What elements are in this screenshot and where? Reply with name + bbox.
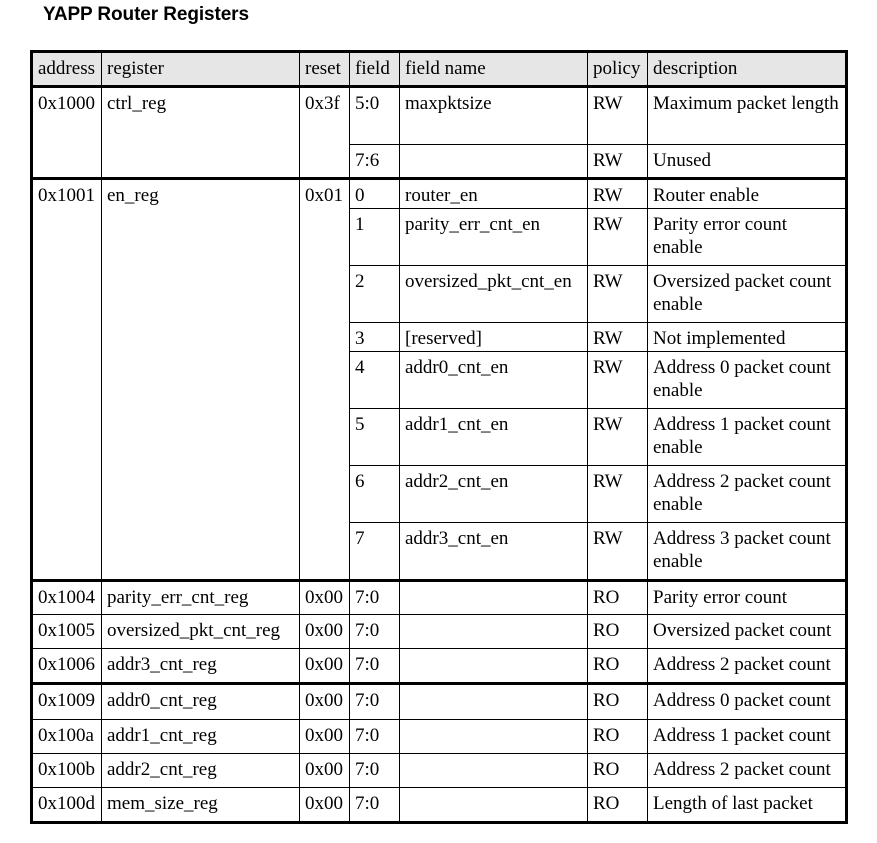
table-row — [32, 87, 847, 145]
policy-cell: RW — [588, 87, 648, 145]
policy-cell: RO — [588, 720, 648, 754]
register-cell: addr1_cnt_reg — [102, 720, 300, 754]
register-cell: parity_err_cnt_reg — [102, 581, 300, 615]
field-cell: 7:0 — [350, 720, 400, 754]
field-name-cell: router_en — [400, 179, 588, 209]
policy-cell: RO — [588, 788, 648, 823]
field-name-cell — [400, 581, 588, 615]
description-cell: Address 2 packet count — [648, 649, 847, 684]
page-title: YAPP Router Registers — [43, 4, 249, 25]
field-cell: 1 — [350, 209, 400, 266]
register-cell: addr0_cnt_reg — [102, 684, 300, 720]
field-cell: 7:0 — [350, 684, 400, 720]
table-row — [32, 615, 847, 649]
policy-cell: RO — [588, 754, 648, 788]
reset-cell: 0x00 — [300, 754, 350, 788]
register-cell: addr2_cnt_reg — [102, 754, 300, 788]
policy-cell: RO — [588, 581, 648, 615]
description-cell: Address 0 packet count enable — [648, 352, 847, 409]
description-cell: Parity error count enable — [648, 209, 847, 266]
address-cell: 0x100a — [32, 720, 102, 754]
description-cell: Not implemented — [648, 323, 847, 352]
table-header-row — [32, 52, 847, 87]
field-cell: 3 — [350, 323, 400, 352]
field-name-cell: maxpktsize — [400, 87, 588, 145]
field-cell: 5 — [350, 409, 400, 466]
field-cell: 7:6 — [350, 145, 400, 179]
field-name-cell — [400, 615, 588, 649]
policy-cell: RW — [588, 466, 648, 523]
header-reset: reset — [300, 52, 350, 87]
reset-cell: 0x00 — [300, 684, 350, 720]
register-cell: en_reg — [102, 179, 300, 581]
reset-cell: 0x01 — [300, 179, 350, 581]
field-cell: 7:0 — [350, 788, 400, 823]
description-cell: Oversized packet count — [648, 615, 847, 649]
address-cell: 0x1001 — [32, 179, 102, 581]
address-cell: 0x1005 — [32, 615, 102, 649]
reset-cell: 0x00 — [300, 581, 350, 615]
table-row — [32, 649, 847, 684]
field-name-cell — [400, 684, 588, 720]
address-cell: 0x100b — [32, 754, 102, 788]
field-name-cell — [400, 720, 588, 754]
table-row — [32, 684, 847, 720]
field-name-cell — [400, 649, 588, 684]
table-row — [32, 581, 847, 615]
reset-cell: 0x3f — [300, 87, 350, 179]
field-name-cell: addr1_cnt_en — [400, 409, 588, 466]
address-cell: 0x100d — [32, 788, 102, 823]
header-field-name: field name — [400, 52, 588, 87]
description-cell: Oversized packet count enable — [648, 266, 847, 323]
table-row — [32, 788, 847, 823]
reset-cell: 0x00 — [300, 788, 350, 823]
address-cell: 0x1006 — [32, 649, 102, 684]
policy-cell: RO — [588, 684, 648, 720]
policy-cell: RO — [588, 649, 648, 684]
field-cell: 7 — [350, 523, 400, 581]
field-name-cell: oversized_pkt_cnt_en — [400, 266, 588, 323]
field-cell: 7:0 — [350, 581, 400, 615]
address-cell: 0x1000 — [32, 87, 102, 179]
reset-cell: 0x00 — [300, 649, 350, 684]
header-field: field — [350, 52, 400, 87]
register-cell: mem_size_reg — [102, 788, 300, 823]
table-row — [32, 179, 847, 209]
field-cell: 7:0 — [350, 754, 400, 788]
address-cell: 0x1009 — [32, 684, 102, 720]
description-cell: Maximum packet length — [648, 87, 847, 145]
header-description: description — [648, 52, 847, 87]
description-cell: Length of last packet — [648, 788, 847, 823]
field-cell: 6 — [350, 466, 400, 523]
header-address: address — [32, 52, 102, 87]
field-cell: 5:0 — [350, 87, 400, 145]
field-name-cell: addr2_cnt_en — [400, 466, 588, 523]
description-cell: Parity error count — [648, 581, 847, 615]
field-cell: 2 — [350, 266, 400, 323]
description-cell: Address 0 packet count — [648, 684, 847, 720]
description-cell: Address 2 packet count enable — [648, 466, 847, 523]
register-table — [30, 50, 848, 824]
policy-cell: RW — [588, 523, 648, 581]
policy-cell: RW — [588, 352, 648, 409]
field-name-cell — [400, 145, 588, 179]
field-name-cell: addr0_cnt_en — [400, 352, 588, 409]
field-cell: 4 — [350, 352, 400, 409]
policy-cell: RW — [588, 409, 648, 466]
description-cell: Address 1 packet count enable — [648, 409, 847, 466]
policy-cell: RW — [588, 209, 648, 266]
policy-cell: RW — [588, 323, 648, 352]
reset-cell: 0x00 — [300, 720, 350, 754]
register-cell: oversized_pkt_cnt_reg — [102, 615, 300, 649]
field-name-cell: parity_err_cnt_en — [400, 209, 588, 266]
policy-cell: RW — [588, 179, 648, 209]
description-cell: Address 3 packet count enable — [648, 523, 847, 581]
description-cell: Address 2 packet count — [648, 754, 847, 788]
table-row — [32, 720, 847, 754]
header-policy: policy — [588, 52, 648, 87]
policy-cell: RW — [588, 266, 648, 323]
field-cell: 7:0 — [350, 649, 400, 684]
field-cell: 0 — [350, 179, 400, 209]
description-cell: Address 1 packet count — [648, 720, 847, 754]
register-cell: addr3_cnt_reg — [102, 649, 300, 684]
reset-cell: 0x00 — [300, 615, 350, 649]
address-cell: 0x1004 — [32, 581, 102, 615]
field-name-cell — [400, 788, 588, 823]
header-register: register — [102, 52, 300, 87]
table-row — [32, 754, 847, 788]
policy-cell: RW — [588, 145, 648, 179]
field-name-cell — [400, 754, 588, 788]
field-name-cell: [reserved] — [400, 323, 588, 352]
description-cell: Unused — [648, 145, 847, 179]
register-cell: ctrl_reg — [102, 87, 300, 179]
description-cell: Router enable — [648, 179, 847, 209]
field-name-cell: addr3_cnt_en — [400, 523, 588, 581]
field-cell: 7:0 — [350, 615, 400, 649]
policy-cell: RO — [588, 615, 648, 649]
